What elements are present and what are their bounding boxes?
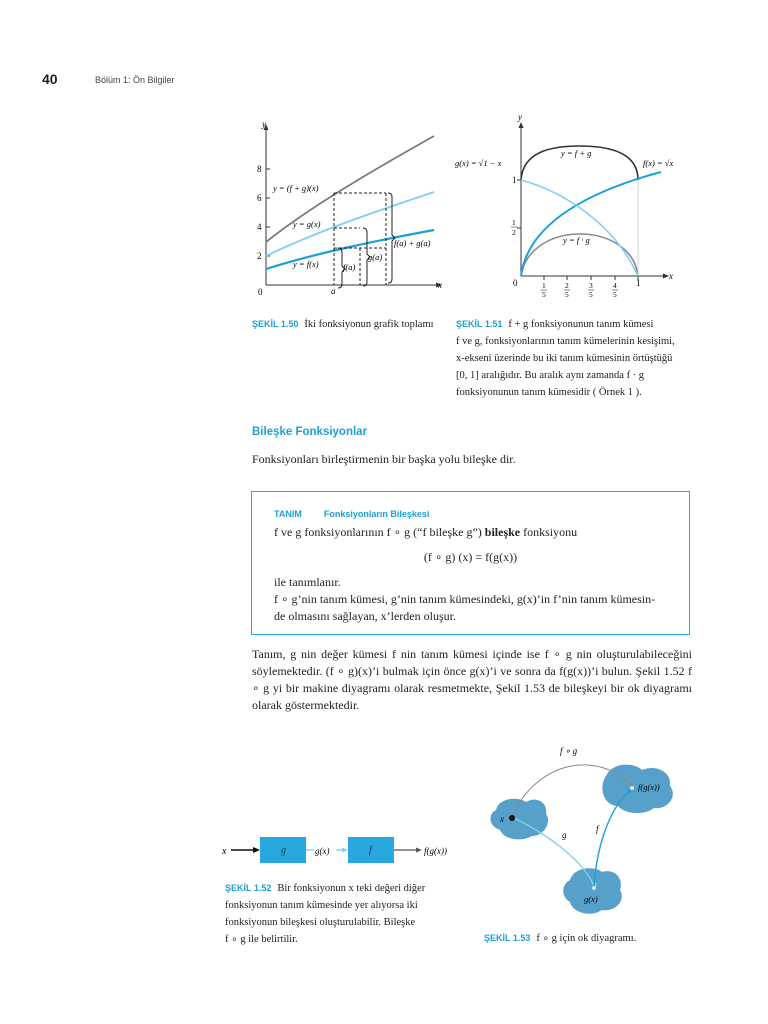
fig150-ytick-label: 6 <box>257 193 262 203</box>
fig151-caption-line: f + g fonksiyonunun tanım kümesi <box>508 319 654 330</box>
figure-1-50 <box>240 112 450 302</box>
fig153-arc-label: f ∘ g <box>560 746 578 756</box>
fig152-caption-line: f ∘ g ile belirtilir. <box>225 934 298 945</box>
definition-header <box>274 504 429 522</box>
definition-tag: TANIM <box>274 509 302 519</box>
definition-line3: f ∘ g’nin tanım kümesi, g’nin tanım kümesindeki, g(x)’in f’nin tanım kümesin- <box>274 592 656 606</box>
fig151-caption-line: f ve g, fonksiyonlarının tanım kümelerinin kesişimi, <box>456 336 675 347</box>
fig151-xtick-num: 2 <box>565 281 569 290</box>
fig153-x-label: x <box>500 814 504 824</box>
fig151-caption-line: x-ekseni üzerinde bu iki tanım kümesinin örtüştüğü <box>456 353 673 364</box>
fig153-caption-text: f ∘ g için ok diyagramı. <box>536 933 637 944</box>
fig153-g-label: g <box>562 830 567 840</box>
section-title: Bileşke Fonksiyonlar <box>252 426 368 438</box>
fig150-ytick-label: 2 <box>257 251 262 261</box>
fig152-caption-line: fonksiyonun tanım kümesinde yer alıyorsa iki <box>225 900 418 911</box>
fig151-xtick-num: 3 <box>589 281 593 290</box>
figure-1-52 <box>218 832 468 872</box>
fig151-ytick-half-num: 1 <box>512 218 516 227</box>
fig153-gx-label: g(x) <box>584 894 598 904</box>
definition-line4: de olmasını sağlayan, x’lerden oluşur. <box>274 609 456 623</box>
fig150-label-sum: f(a) + g(a) <box>394 238 431 248</box>
body-paragraph: Tanım, g nin değer kümesi f nin tanım kümesi içinde ise f ∘ g nin oluşturulabileceğini söylemektedir. (f ∘ g)(x)’i bulmak için önce g(x)’i ve sonra da f(g(x))’i bulun. Şekil 1.52 f ∘ g yi bir makine diyagramı olarak resmetmekte, Şekil 1.53 de bileşkeyi bir ok diyagramı olarak göstermektedir. <box>252 647 692 712</box>
fig152-caption-line: Bir fonksiyonun x teki değeri diğer <box>277 883 426 894</box>
definition-title: Fonksiyonların Bileşkesi <box>323 509 430 519</box>
section-intro: Fonksiyonları birleştirmenin bir başka yolu bileşke dir. <box>252 452 516 466</box>
figure-1-51 <box>455 110 685 300</box>
fig150-y-label: y <box>262 119 266 129</box>
fig153-point-gx <box>592 886 596 890</box>
fig151-curve-g <box>521 180 638 276</box>
fig150-caption-label: ŞEKİL 1.50 <box>252 319 299 329</box>
fig152-fgx-label: f(g(x)) <box>424 846 447 856</box>
fig151-y-arrow <box>519 122 524 128</box>
fig152-caption-line: fonksiyonun bileşkesi oluşturulabilir. Bileşke <box>225 917 416 928</box>
fig151-label-f: f(x) = √x <box>643 158 674 168</box>
page-number: 40 <box>42 71 58 87</box>
fig151-xtick-num: 4 <box>613 281 617 290</box>
fig150-label-fg: y = (f + g)(x) <box>273 183 319 193</box>
fig151-ytick-1: 1 <box>512 175 517 185</box>
fig151-label-prod: y = f · g <box>563 235 590 245</box>
fig153-caption <box>484 930 704 947</box>
fig152-box-f-label: f <box>369 845 372 856</box>
fig152-caption-label: ŞEKİL 1.52 <box>225 883 272 893</box>
fig150-ytick-label: 8 <box>257 164 262 174</box>
fig153-point-fgx <box>630 786 634 790</box>
fig150-caption-text: İki fonksiyonun grafik toplamı <box>304 319 434 330</box>
fig153-caption-label: ŞEKİL 1.53 <box>484 933 531 943</box>
fig150-x-label: x <box>438 280 442 290</box>
fig153-blob-gx <box>563 868 622 914</box>
fig151-x-label: x <box>669 271 673 281</box>
fig150-label-f: y = f(x) <box>293 259 319 269</box>
fig151-xtick-num: 1 <box>542 281 546 290</box>
definition-box <box>251 491 690 635</box>
fig153-point-x <box>509 815 515 821</box>
fig151-label-g: g(x) = √1 − x <box>455 158 502 168</box>
fig151-xtick-den: 5 <box>613 290 617 299</box>
fig151-caption-label: ŞEKİL 1.51 <box>456 319 503 329</box>
fig151-xtick-den: 5 <box>542 290 546 299</box>
definition-line1-pre: f ve g fonksiyonlarının f ∘ g (“f bileşke g”) <box>274 525 485 539</box>
fig151-caption-line: [0, 1] aralığıdır. Bu aralık aynı zamanda f · g <box>456 370 645 381</box>
figure-1-53 <box>478 740 693 925</box>
fig150-ytick-label: 4 <box>257 222 262 232</box>
fig150-label-g: y = g(x) <box>293 219 321 229</box>
fig153-fgx-label: f(g(x)) <box>638 782 660 792</box>
fig151-ytick-half-den: 2 <box>512 228 516 237</box>
fig150-label-ga: g(a) <box>368 252 383 262</box>
fig152-gx-label: g(x) <box>315 846 330 856</box>
fig151-y-label: y <box>518 112 522 122</box>
fig151-caption-line: fonksiyonunun tanım kümesidir ( Örnek 1 ). <box>456 387 642 398</box>
definition-bold-term: bileşke <box>484 525 521 539</box>
fig151-xtick-den: 5 <box>565 290 569 299</box>
fig151-origin: 0 <box>513 278 518 288</box>
chapter-title: Bölüm 1: Ön Bilgiler <box>95 75 175 85</box>
fig153-f-label: f <box>596 824 599 834</box>
fig151-caption <box>456 316 696 401</box>
fig150-origin-label: 0 <box>258 287 263 297</box>
fig151-xtick-den: 5 <box>589 290 593 299</box>
fig151-label-sum: y = f + g <box>561 148 592 158</box>
fig151-xtick-1: 1 <box>636 278 641 288</box>
fig152-box-g-label: g <box>281 845 286 856</box>
definition-line1-post: fonksiyonu <box>520 525 578 539</box>
fig152-x-label: x <box>222 846 227 857</box>
fig150-label-fa: f(a) <box>343 262 356 272</box>
definition-formula: (f ∘ g) (x) = f(g(x)) <box>423 550 518 564</box>
fig150-caption <box>252 316 452 333</box>
fig150-a-label: a <box>331 286 336 296</box>
definition-line1 <box>274 524 577 541</box>
fig152-caption <box>225 880 465 948</box>
definition-line2: ile tanımlanır. <box>274 575 341 589</box>
